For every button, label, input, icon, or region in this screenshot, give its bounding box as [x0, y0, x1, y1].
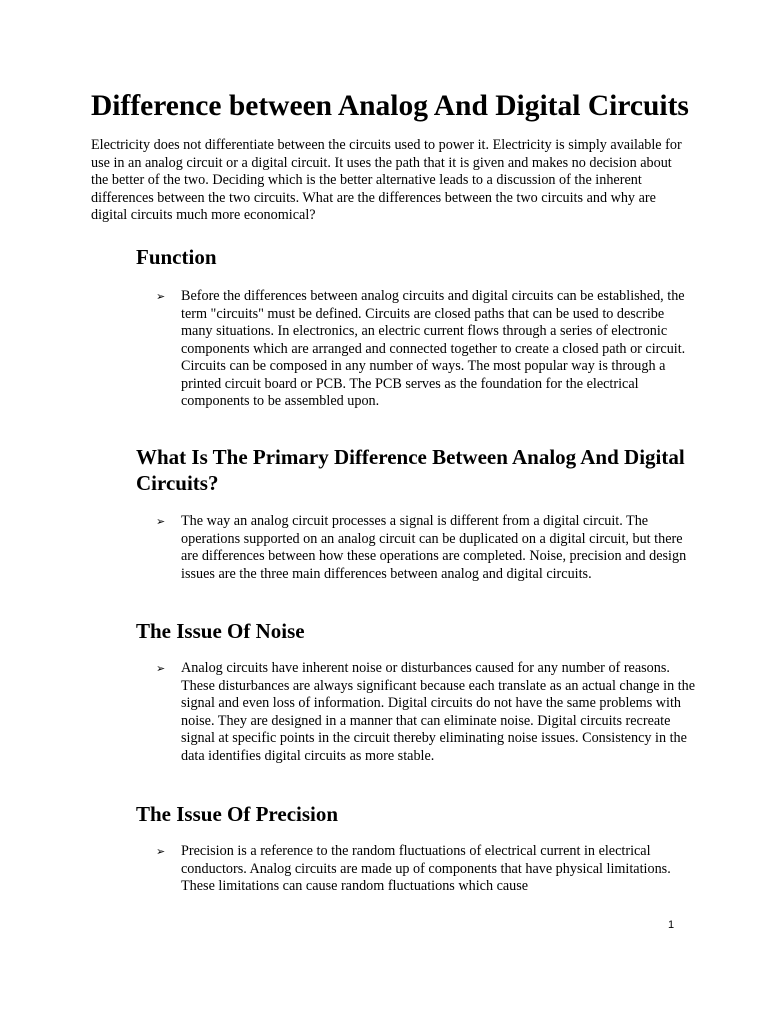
arrow-bullet-icon: ➢	[156, 515, 166, 528]
bullet-text: The way an analog circuit processes a signal is different from a digital circuit. The operations supported on an analog circuit can be duplicated on a digital circuit, but there are differences between how these operations are completed. Noise, precision and design issues are the three main differences between analog and digital circuits.	[181, 513, 687, 582]
bullet-text: Analog circuits have inherent noise or disturbances caused for any number of reasons. These disturbances are always significant because each translate as an actual change in the signal and even loss of information. Digital circuits do not have the same problems with noise. They are designed in a manner that can eliminate noise. Digital circuits recreate signal at specific points in the circuit thereby eliminating noise issues. Consistency in the data identifies digital circuits as more stable.	[181, 660, 696, 764]
section-heading-precision: The Issue Of Precision	[136, 802, 339, 826]
arrow-bullet-icon: ➢	[156, 845, 166, 858]
bullet-text: Precision is a reference to the random fluctuations of electrical current in electrical conductors. Analog circuits are made up of components that have physical limitations. These limitations can cause random fluctuations which cause	[181, 843, 671, 894]
section-heading-function: Function	[136, 245, 217, 269]
bullet-text: Before the differences between analog circuits and digital circuits can be established, the term "circuits" must be defined. Circuits are closed paths that can be used to describe many situations. In electronics, an electric current flows through a series of electronic components which are arranged and connected together to create a closed path or circuit. Circuits can be composed in any number of ways. The most popular way is through a printed circuit board or PCB. The PCB serves as the foundation for the electrical components to be assembled upon.	[181, 288, 686, 409]
intro-paragraph: Electricity does not differentiate between the circuits used to power it. Electricity is simply available for use in an analog circuit or a digital circuit. It uses the path that it is given and makes no decision about the better of the two. Deciding which is the better alternative leads to a discussion of the inherent differences between the two circuits. What are the differences between the two circuits and why are digital circuits much more economical?	[91, 137, 682, 223]
section-heading-primary-difference: What Is The Primary Difference Between Analog And Digital Circuits?	[136, 445, 685, 495]
section-heading-noise: The Issue Of Noise	[136, 619, 305, 643]
arrow-bullet-icon: ➢	[156, 662, 166, 675]
page-title: Difference between Analog And Digital Circuits	[91, 90, 689, 122]
page-number: 1	[668, 919, 675, 931]
arrow-bullet-icon: ➢	[156, 290, 166, 303]
